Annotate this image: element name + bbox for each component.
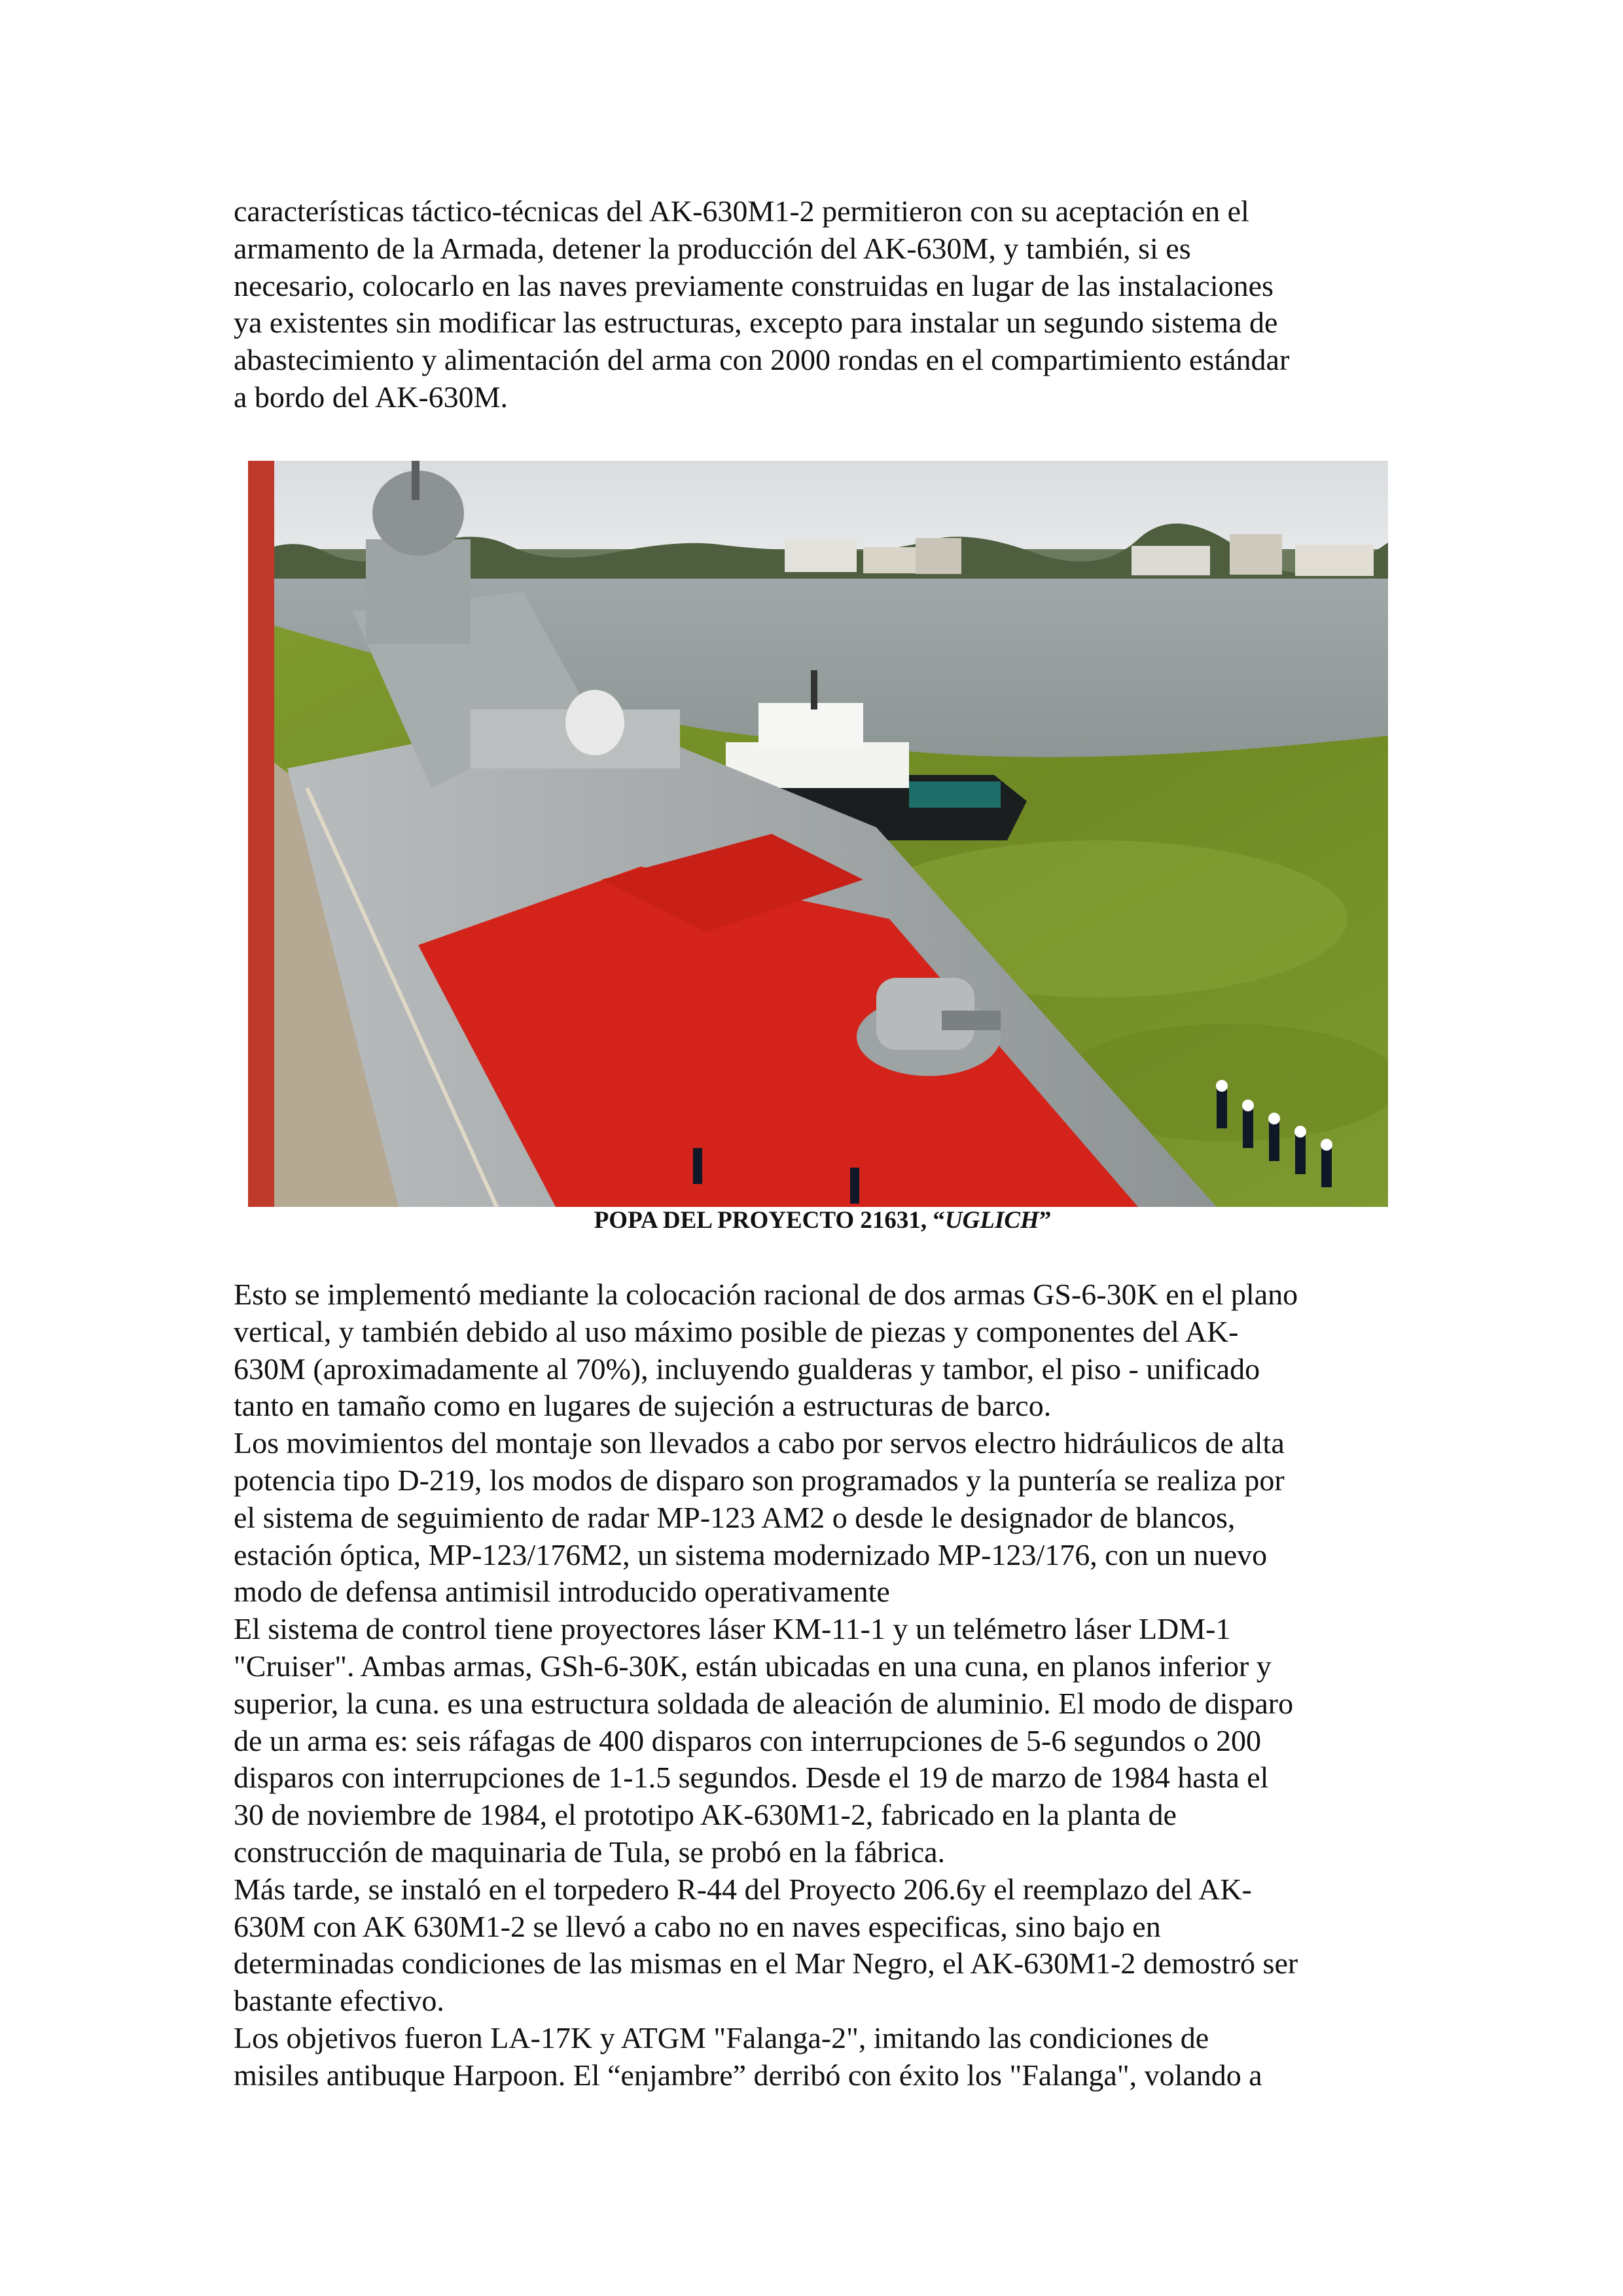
text-line: disparos con interrupciones de 1-1.5 segundos. Desde el 19 de marzo de 1984 hasta el (234, 1761, 1269, 1795)
text-line: 630M con AK 630M1-2 se llevó a cabo no en naves especificas, sino bajo en (234, 1909, 1161, 1943)
text-line: construcción de maquinaria de Tula, se probó en la fábrica. (234, 1835, 946, 1869)
text-line: de un arma es: seis ráfagas de 400 disparos con interrupciones de 5-6 segundos o 200 (234, 1723, 1261, 1757)
figure-caption (234, 1206, 1412, 1234)
text-line: bastante efectivo. (234, 1984, 444, 2018)
caption-close-quote: ” (1039, 1207, 1052, 1234)
text-line: Los objetivos fueron LA-17K y ATGM "Falanga-2", imitando las condiciones de (234, 2020, 1209, 2054)
text-line: superior, la cuna. es una estructura soldada de aleación de aluminio. El modo de disparo (234, 1686, 1294, 1720)
caption-ship-name: UGLICH (944, 1207, 1039, 1234)
text-line: abastecimiento y alimentación del arma con 2000 rondas en el compartimiento estándar (234, 343, 1290, 377)
text-line: características táctico-técnicas del AK-630M1-2 permitieron con su aceptación en el (234, 194, 1249, 228)
text-line: estación óptica, MP-123/176M2, un sistema modernizado MP-123/176, con un nuevo (234, 1537, 1268, 1571)
text-line: Esto se implementó mediante la colocación racional de dos armas GS-6-30K en el plano (234, 1278, 1298, 1311)
text-line: misiles antibuque Harpoon. El “enjambre” derribó con éxito los "Falanga", volando a (234, 2058, 1262, 2092)
text-line: El sistema de control tiene proyectores láser KM-11-1 y un telémetro láser LDM-1 (234, 1612, 1231, 1646)
text-line: 630M (aproximadamente al 70%), incluyendo gualderas y tambor, el piso - unificado (234, 1352, 1260, 1386)
text-line: determinadas condiciones de las mismas en el Mar Negro, el AK-630M1-2 demostró ser (234, 1946, 1298, 1981)
text-line: modo de defensa antimisil introducido operativamente (234, 1575, 890, 1609)
text-line: a bordo del AK-630M. (234, 380, 508, 414)
ship-photo (248, 461, 1388, 1207)
text-line: "Cruiser". Ambas armas, GSh-6-30K, están ubicadas en una cuna, en planos inferior y (234, 1649, 1272, 1683)
text-line: armamento de la Armada, detener la producción del AK-630M, y también, si es (234, 231, 1191, 265)
text-line: Más tarde, se instaló en el torpedero R-44 del Proyecto 206.6y el reemplazo del AK- (234, 1872, 1252, 1906)
body-text (234, 1276, 1412, 2094)
text-line: tanto en tamaño como en lugares de sujeción a estructuras de barco. (234, 1389, 1052, 1423)
text-line: ya existentes sin modificar las estructuras, excepto para instalar un segundo sistema de (234, 306, 1278, 340)
caption-text: POPA DEL PROYECTO 21631, “ (594, 1207, 945, 1234)
text-line: necesario, colocarlo en las naves previamente construidas en lugar de las instalaciones (234, 268, 1274, 302)
text-line: Los movimientos del montaje son llevados a cabo por servos electro hidráulicos de alta (234, 1426, 1285, 1460)
text-line: 30 de noviembre de 1984, el prototipo AK-630M1-2, fabricado en la planta de (234, 1798, 1177, 1832)
text-line: potencia tipo D-219, los modos de disparo son programados y la puntería se realiza por (234, 1463, 1285, 1497)
text-line: el sistema de seguimiento de radar MP-123 AM2 o desde le designador de blancos, (234, 1500, 1236, 1534)
intro-paragraph (234, 193, 1412, 416)
text-line: vertical, y también debido al uso máximo posible de piezas y componentes del AK- (234, 1314, 1239, 1348)
